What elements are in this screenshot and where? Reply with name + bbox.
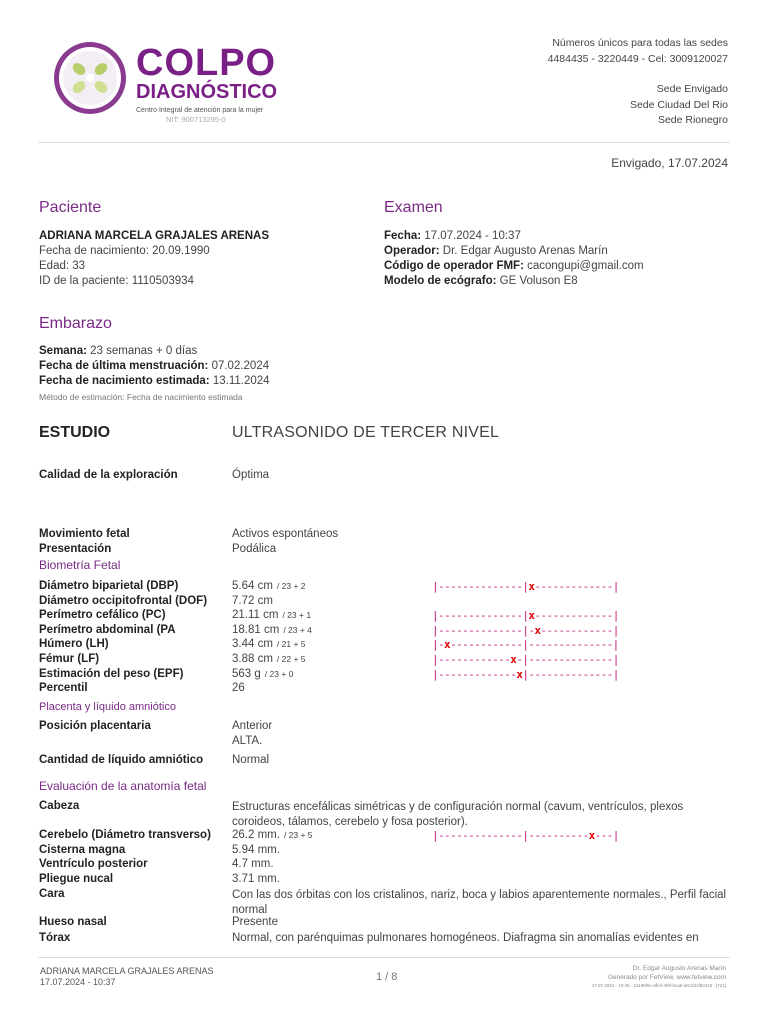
biometry-label: Percentil xyxy=(39,682,88,695)
footer-exam-datetime: 17.07.2024 - 10:37 xyxy=(40,977,116,987)
nasal-bone-label: Hueso nasal xyxy=(39,916,107,928)
exam-date-label: Fecha: xyxy=(384,230,422,242)
site-2: Sede Ciudad Del Rio xyxy=(629,98,728,111)
presentation-label: Presentación xyxy=(39,543,112,555)
percentile-scale: |--------------|- xyxy=(432,623,535,637)
biometry-value: 21.11 cm xyxy=(232,609,279,622)
header-divider xyxy=(38,142,730,143)
biometry-value-cell xyxy=(232,595,273,607)
biometry-value-cell xyxy=(232,682,245,694)
head-label: Cabeza xyxy=(39,800,80,812)
percentile-scale: -------------| xyxy=(534,609,619,623)
face-value: Con las dos órbitas con los cristalinos, nariz, boca y labios aparentemente normales., Perfil facial normal xyxy=(232,889,727,916)
anatomy-section-title: Evaluación de la anatomía fetal xyxy=(39,779,207,793)
biometry-label: Estimación del peso (EPF) xyxy=(39,667,184,680)
biometry-label: Perímetro cefálico (PC) xyxy=(39,609,166,622)
logo-sub-text: DIAGNÓSTICO xyxy=(136,81,278,103)
biometry-value: 563 g xyxy=(232,667,261,680)
percentile-marker: x xyxy=(510,653,517,666)
face-label: Cara xyxy=(39,888,65,900)
pregnancy-weeks-label: Semana: xyxy=(39,345,87,357)
ventricle-value: 4.7 mm. xyxy=(232,858,274,870)
patient-id: ID de la paciente: 1110503934 xyxy=(39,275,194,287)
percentile-scale: ------------|--------------| xyxy=(450,638,619,652)
pregnancy-edd-value: 13.11.2024 xyxy=(212,375,270,387)
exam-code-label: Código de operador FMF: xyxy=(384,260,524,272)
footer-divider xyxy=(38,957,730,958)
cerebellum-percentile-bar xyxy=(432,829,619,842)
biometry-percentile-bar xyxy=(432,624,619,637)
biometry-value-cell xyxy=(232,638,306,650)
contact-line-1: Números únicos para todas las sedes xyxy=(552,37,728,49)
placental-position-value-2: ALTA. xyxy=(232,735,263,747)
biometry-value-cell xyxy=(232,609,311,621)
pregnancy-section-title: Embarazo xyxy=(39,315,112,332)
pregnancy-info xyxy=(39,344,270,405)
biometry-value: 5.64 cm xyxy=(232,580,273,592)
pregnancy-weeks-value: 23 semanas + 0 días xyxy=(90,345,198,357)
patient-age: Edad: 33 xyxy=(39,260,86,272)
biometry-gestational-age: / 23 + 2 xyxy=(276,581,306,591)
patient-name: ADRIANA MARCELA GRAJALES ARENAS xyxy=(39,230,270,242)
footer-code: 17.07.2024 - 10:36 - 21196f6c-afe3-4f6f-bca6-a0c2d1f8c019 - [721] xyxy=(591,983,726,988)
biometry-percentile-bar xyxy=(432,638,619,651)
biometry-label: Perímetro abdominal (PA xyxy=(39,623,176,636)
head-value: Estructuras encefálicas simétricas y de configuración normal (cavum, ventrículos, plexos coroideos, tálamos, cerebelo y fosa posterior). xyxy=(232,801,684,828)
biometry-gestational-age: / 23 + 4 xyxy=(283,624,312,635)
biometry-label: Fémur (LF) xyxy=(39,653,100,665)
pregnancy-lmp-label: Fecha de última menstruación: xyxy=(39,360,209,372)
percentile-scale: |------------- xyxy=(432,667,517,681)
cerebellum-label: Cerebelo (Diámetro transverso) xyxy=(39,829,211,841)
patient-section-title: Paciente xyxy=(39,199,102,216)
patient-info xyxy=(39,229,269,289)
biometry-label: Diámetro occipitofrontal (DOF) xyxy=(39,594,208,607)
biometry-value: 3.44 cm xyxy=(232,638,273,651)
placental-position-value: Anterior xyxy=(232,720,273,732)
cerebellum-bar-mark: x xyxy=(588,829,595,842)
nasal-bone-value: Presente xyxy=(232,916,279,928)
biometry-value-cell xyxy=(232,624,312,636)
cerebellum-value-cell xyxy=(232,829,313,841)
percentile-scale: |--------------| xyxy=(432,609,529,623)
contact-line-2: 4484435 - 3220449 - Cel: 3009120027 xyxy=(547,52,728,65)
exploration-quality-value: Óptima xyxy=(232,469,270,481)
clinic-logo xyxy=(46,38,286,128)
biometry-gestational-age: / 23 + 1 xyxy=(282,610,312,621)
percentile-scale: -|--------------| xyxy=(516,653,619,666)
placental-position-label: Posición placentaria xyxy=(39,720,151,732)
percentile-marker: x xyxy=(516,667,523,681)
nuchal-value: 3.71 mm. xyxy=(232,873,280,885)
cerebellum-ga: / 23 + 5 xyxy=(283,830,313,840)
biometry-percentile-bar xyxy=(432,653,619,666)
exam-model-label: Modelo de ecógrafo: xyxy=(384,275,497,287)
nuchal-label: Pliegue nucal xyxy=(39,873,114,885)
percentile-marker: x xyxy=(444,638,451,652)
fetal-movement-label: Movimiento fetal xyxy=(39,528,130,540)
thorax-value: Normal, con parénquimas pulmonares homogéneos. Diafragma sin anomalías evidentes en xyxy=(232,932,699,944)
biometry-value-cell xyxy=(232,580,306,592)
exam-info xyxy=(384,229,644,289)
exam-section-title: Examen xyxy=(384,199,443,216)
biometry-gestational-age: / 23 + 0 xyxy=(264,668,294,679)
cerebellum-bar-right: ---| xyxy=(594,829,619,842)
exam-model-value: GE Voluson E8 xyxy=(499,275,578,287)
percentile-scale: |--------------| xyxy=(432,580,529,593)
biometry-label: Húmero (LH) xyxy=(39,638,109,651)
exam-date-value: 17.07.2024 - 10:37 xyxy=(424,230,521,242)
footer-patient-name: ADRIANA MARCELA GRAJALES ARENAS xyxy=(40,966,214,976)
site-1: Sede Envigado xyxy=(656,83,728,95)
percentile-scale: |------------ xyxy=(432,653,511,666)
report-date: Envigado, 17.07.2024 xyxy=(611,156,728,170)
fetal-movement-value: Activos espontáneos xyxy=(232,528,339,540)
site-3: Sede Rionegro xyxy=(657,114,728,126)
cerebellum-bar-left: |--------------|---------- xyxy=(432,829,589,842)
exam-operator-value: Dr. Edgar Augusto Arenas Marín xyxy=(442,245,608,257)
biometry-value-cell xyxy=(232,668,293,680)
percentile-marker: x xyxy=(528,580,535,593)
amniotic-fluid-label: Cantidad de líquido amniótico xyxy=(39,754,204,766)
biometry-value: 18.81 cm xyxy=(232,623,280,636)
pregnancy-method: Método de estimación: Fecha de nacimiento estimada xyxy=(39,392,243,402)
cerebellum-value: 26.2 mm. xyxy=(232,829,280,841)
presentation-value: Podálica xyxy=(232,543,277,555)
biometry-value: 3.88 cm xyxy=(232,653,273,665)
percentile-scale: ------------| xyxy=(540,623,619,637)
cisterna-label: Cisterna magna xyxy=(39,844,126,856)
pregnancy-lmp-value: 07.02.2024 xyxy=(211,360,270,372)
biometry-value: 26 xyxy=(232,682,245,695)
percentile-scale: |--------------| xyxy=(522,667,619,681)
ventricle-label: Ventrículo posterior xyxy=(39,858,148,870)
footer-right xyxy=(592,965,726,991)
logo-nit: NIT: 900713295-0 xyxy=(166,115,226,124)
page-number: 1 / 8 xyxy=(376,971,398,983)
biometry-percentile-bar xyxy=(432,668,619,681)
footer-generated: Generado por FetView, www.fetview.com xyxy=(607,973,726,981)
exam-code-value: cacongupi@gmail.com xyxy=(527,260,644,272)
amniotic-fluid-value: Normal xyxy=(232,754,270,766)
placenta-section-title: Placenta y líquido amniótico xyxy=(39,701,176,713)
biometry-value-cell xyxy=(232,653,306,665)
percentile-scale: -------------| xyxy=(534,580,619,593)
biometry-label: Diámetro biparietal (DBP) xyxy=(39,580,179,592)
footer-left xyxy=(40,966,214,988)
exploration-quality-label: Calidad de la exploración xyxy=(39,469,178,481)
biometry-percentile-bar xyxy=(432,580,619,593)
percentile-marker: x xyxy=(528,609,535,623)
biometry-section-title: Biometría Fetal xyxy=(39,558,121,572)
biometry-gestational-age: / 22 + 5 xyxy=(276,654,306,664)
biometry-percentile-bar xyxy=(432,609,619,622)
exam-operator-label: Operador: xyxy=(384,245,440,257)
study-label: ESTUDIO xyxy=(39,424,111,441)
thorax-label: Tórax xyxy=(39,932,71,944)
percentile-marker: x xyxy=(534,623,541,637)
logo-tagline: Centro Integral de atención para la mujer xyxy=(136,107,264,114)
clinic-contact xyxy=(548,36,728,129)
footer-doctor: Dr. Edgar Augusto Arenas Marín xyxy=(632,965,726,972)
patient-dob: Fecha de nacimiento: 20.09.1990 xyxy=(39,245,210,257)
percentile-scale: |- xyxy=(432,638,445,652)
biometry-gestational-age: / 21 + 5 xyxy=(276,639,306,650)
biometry-value: 7.72 cm xyxy=(232,594,273,607)
study-value: ULTRASONIDO DE TERCER NIVEL xyxy=(232,424,500,441)
logo-main-text: COLPO xyxy=(136,42,277,84)
pregnancy-edd-label: Fecha de nacimiento estimada: xyxy=(39,375,210,387)
cisterna-value: 5.94 mm. xyxy=(232,844,280,856)
